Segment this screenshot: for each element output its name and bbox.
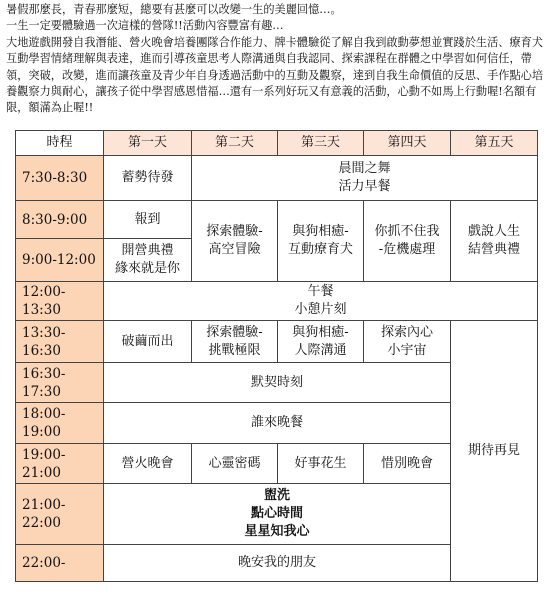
intro-line-1: 暑假那麼長，青春那麼短，總要有甚麼可以改變一生的美麗回憶…。: [6, 3, 342, 16]
time-cell: 16:30-17:30: [16, 363, 104, 403]
cell-day2: 心靈密碼: [192, 444, 278, 484]
cell-day5: 戲說人生 結營典禮: [451, 201, 538, 282]
cell-day1: 開營典禮 緣來就是你: [104, 239, 192, 282]
intro-text: [6, 2, 551, 117]
time-cell: 13:30-16:30: [16, 321, 104, 363]
cell-shared: 晨間之舞 活力早餐: [192, 156, 538, 201]
header-row: [16, 131, 538, 156]
cell-day3: 與狗相癒- 互動療育犬: [278, 201, 364, 282]
time-cell: 8:30-9:00: [16, 201, 104, 239]
header-day2: 第二天: [192, 131, 278, 156]
cell-tacit: 默契時刻: [104, 363, 451, 403]
row-register: [16, 201, 538, 239]
time-cell: 21:00-22:00: [16, 484, 104, 545]
cell-day3: 與狗相癒- 人際溝通: [278, 321, 364, 363]
cell-day2: 探索體驗- 高空冒險: [192, 201, 278, 282]
time-cell: 22:00-: [16, 545, 104, 582]
time-cell: 12:00-13:30: [16, 282, 104, 321]
intro-line-2: 一生一定要體驗過一次這樣的營隊!!活動內容豐富有趣…: [6, 19, 284, 33]
cell-day4: 探索內心 小宇宙: [364, 321, 451, 363]
time-cell: 19:00-21:00: [16, 444, 104, 484]
cell-day1: 蓄勢待發: [104, 156, 192, 201]
header-day5: 第五天: [451, 131, 538, 156]
cell-day4: 惜別晚會: [364, 444, 451, 484]
header-day4: 第四天: [364, 131, 451, 156]
cell-day3: 好事花生: [278, 444, 364, 484]
row-lunch: [16, 282, 538, 321]
cell-lunch: 午餐 小憩片刻: [104, 282, 538, 321]
schedule-table: [15, 130, 538, 582]
cell-day1: 報到: [104, 201, 192, 239]
cell-night: 盥洗 點心時間 星星知我心: [104, 484, 451, 545]
cell-day4: 你抓不住我 -危機處理: [364, 201, 451, 282]
header-day3: 第三天: [278, 131, 364, 156]
cell-farewell: 期待再見: [451, 321, 538, 582]
cell-day2: 探索體驗- 挑戰極限: [192, 321, 278, 363]
intro-paragraph: 大地遊戲開發自我潛能、營火晚會培養團隊合作能力、牌卡體驗從了解自我到啟動夢想並實踐於生活、療育犬互動學習情緒理解與表達，進而引導孩童思考人際溝通與自我認同、探索課程在群體之中學習如何信任，帶領，突破，改變，進而讓孩童及青少年自身透過活動中的互動及觀察，達到自我生命價值的反思、手作點心培養觀察力與耐心，讓孩子從中學習感恩惜福…還有一系列好玩又有意義的活動，心動不如馬上行動喔!名額有限，額滿為止喔!!: [6, 35, 544, 115]
time-cell: 7:30-8:30: [16, 156, 104, 201]
row-afternoon: [16, 321, 538, 363]
cell-day1: 營火晚會: [104, 444, 192, 484]
time-cell: 9:00-12:00: [16, 239, 104, 282]
time-cell: 18:00-19:00: [16, 403, 104, 444]
header-day1: 第一天: [104, 131, 192, 156]
header-time: 時程: [16, 131, 104, 156]
cell-day1: 破繭而出: [104, 321, 192, 363]
row-morning-dance: [16, 156, 538, 201]
cell-goodnight: 晚安我的朋友: [104, 545, 451, 582]
cell-dinner: 誰來晚餐: [104, 403, 451, 444]
